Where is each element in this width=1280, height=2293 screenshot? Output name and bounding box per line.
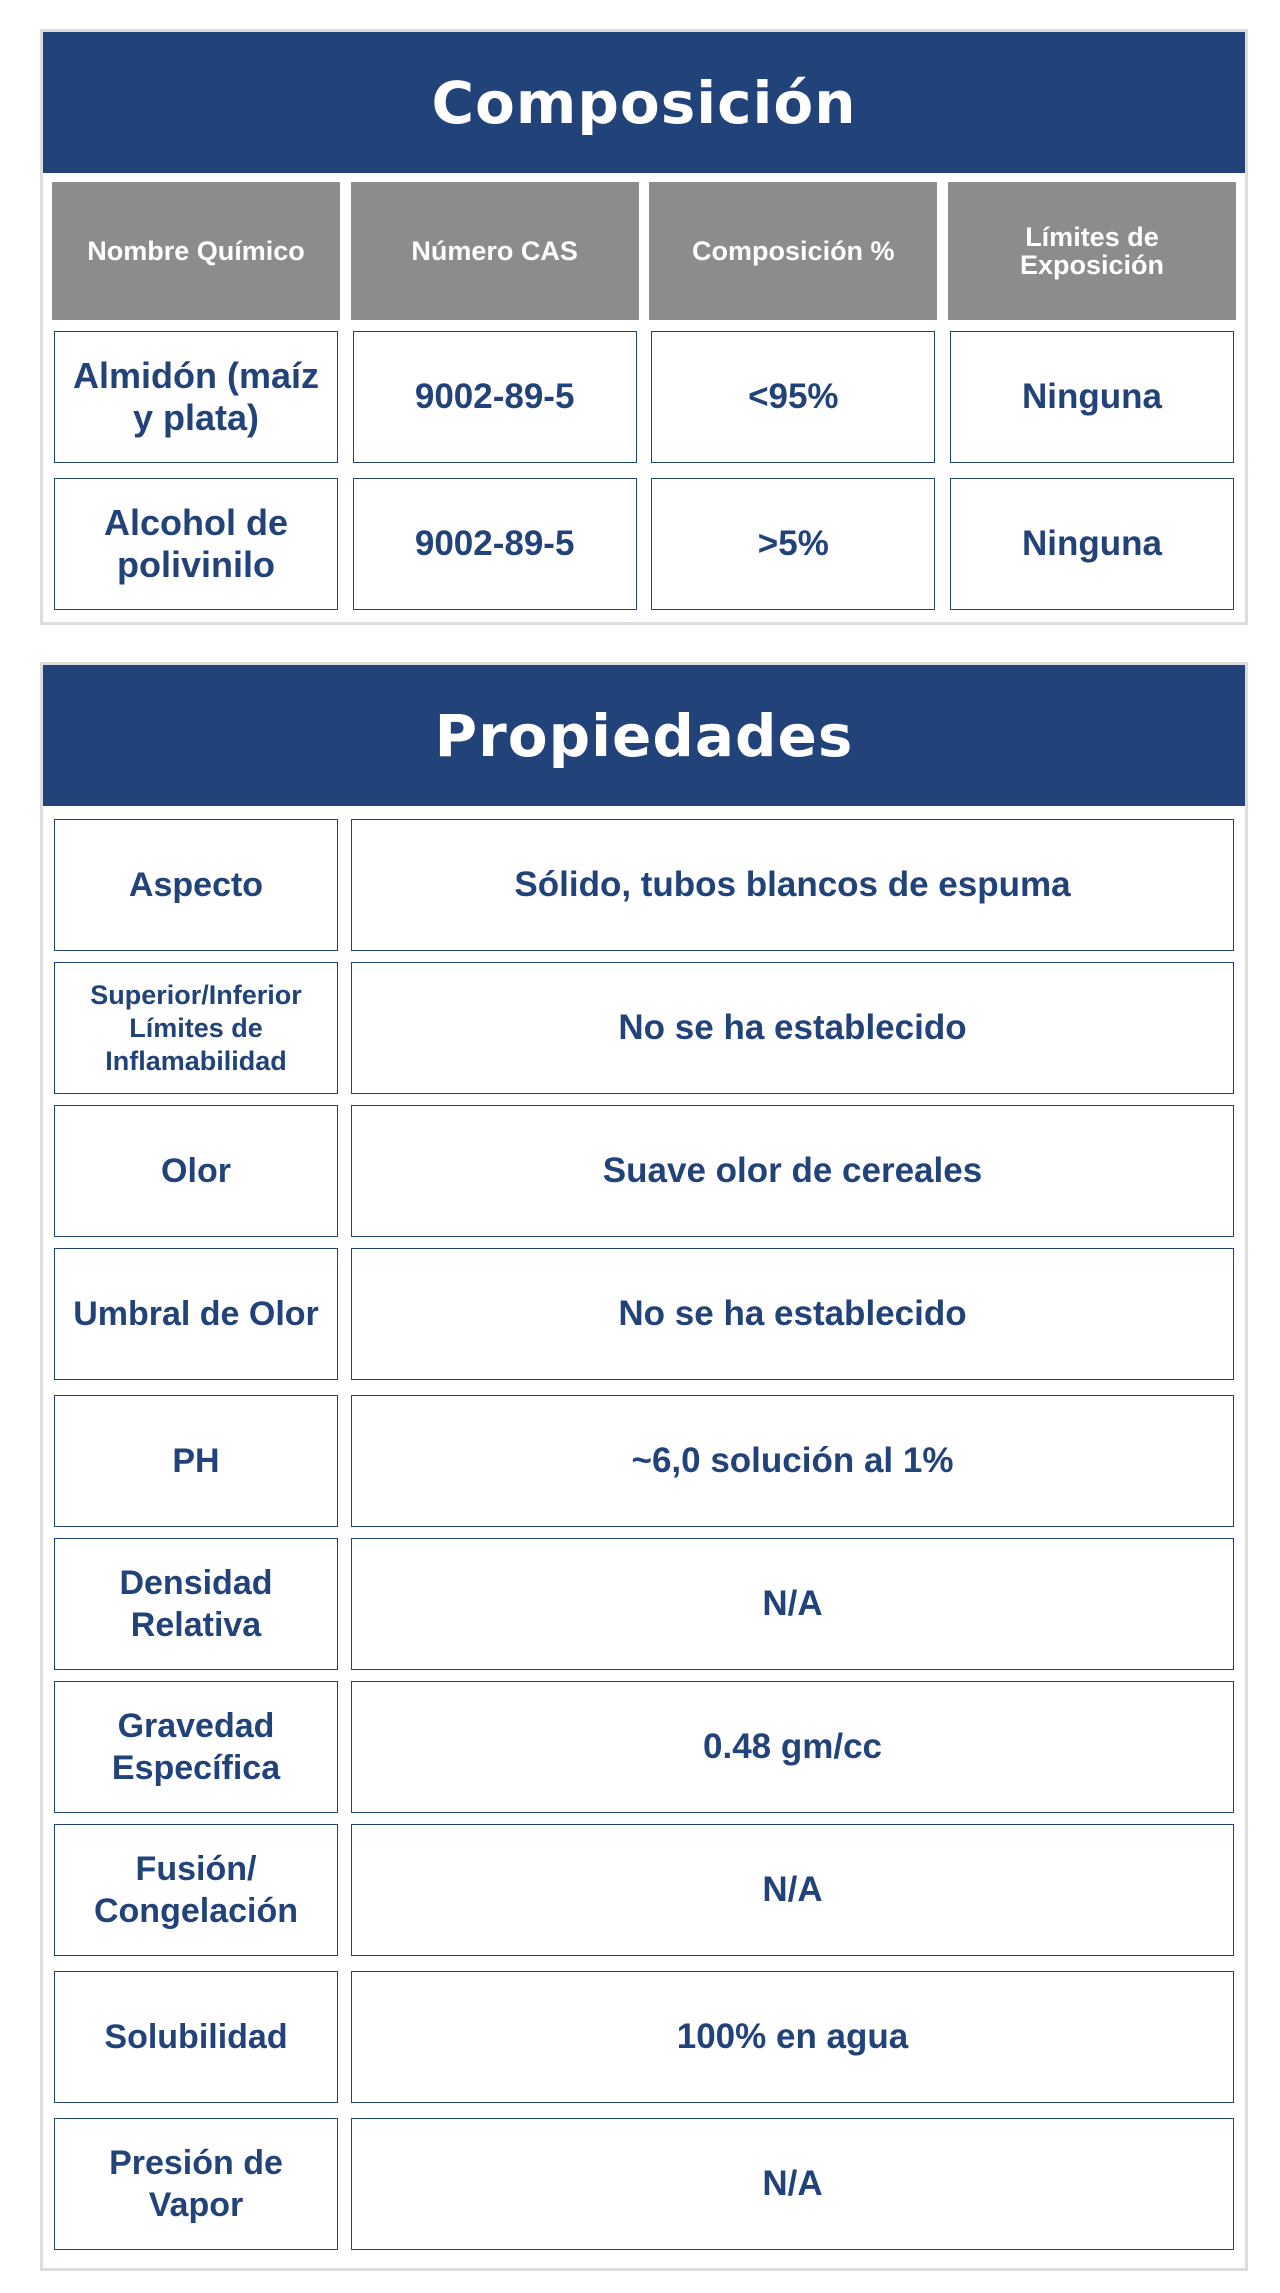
table-row <box>54 962 1234 1094</box>
property-label: Olor <box>54 1105 338 1237</box>
table-row <box>54 1248 1234 1380</box>
table-row <box>54 1681 1234 1813</box>
composition-header-row <box>52 182 1236 320</box>
property-label: Fusión/ Congelación <box>54 1824 338 1956</box>
exposure-limits-cell: Ninguna <box>950 478 1234 610</box>
property-label: Gravedad Específica <box>54 1681 338 1813</box>
properties-title: Propiedades <box>43 665 1245 806</box>
property-value: Sólido, tubos blancos de espuma <box>351 819 1234 951</box>
chemical-name-cell: Almidón (maíz y plata) <box>54 331 338 463</box>
table-row <box>54 2118 1234 2250</box>
header-limites-exposicion: Límites de Exposición <box>948 182 1236 320</box>
table-row <box>54 1395 1234 1527</box>
table-row <box>54 1824 1234 1956</box>
cas-number-cell: 9002-89-5 <box>353 478 637 610</box>
property-value: No se ha establecido <box>351 962 1234 1094</box>
property-value: N/A <box>351 2118 1234 2250</box>
composition-pct-cell: >5% <box>651 478 935 610</box>
composition-section <box>40 29 1248 625</box>
property-value: N/A <box>351 1824 1234 1956</box>
composition-rows <box>54 331 1234 625</box>
exposure-limits-cell: Ninguna <box>950 331 1234 463</box>
properties-section <box>40 662 1248 2271</box>
property-value: No se ha establecido <box>351 1248 1234 1380</box>
header-nombre-quimico: Nombre Químico <box>52 182 340 320</box>
property-label: Aspecto <box>54 819 338 951</box>
property-label: Umbral de Olor <box>54 1248 338 1380</box>
table-row <box>54 1538 1234 1670</box>
property-label: Densidad Relativa <box>54 1538 338 1670</box>
table-row <box>54 478 1234 610</box>
cas-number-cell: 9002-89-5 <box>353 331 637 463</box>
property-value: N/A <box>351 1538 1234 1670</box>
property-value: 100% en agua <box>351 1971 1234 2103</box>
header-numero-cas: Número CAS <box>351 182 639 320</box>
header-composicion-pct: Composición % <box>649 182 937 320</box>
table-row <box>54 1971 1234 2103</box>
property-label: Presión de Vapor <box>54 2118 338 2250</box>
property-value: Suave olor de cereales <box>351 1105 1234 1237</box>
composition-title: Composición <box>43 32 1245 173</box>
property-label: PH <box>54 1395 338 1527</box>
property-value: ~6,0 solución al 1% <box>351 1395 1234 1527</box>
table-row <box>54 819 1234 951</box>
chemical-name-cell: Alcohol de polivinilo <box>54 478 338 610</box>
composition-pct-cell: <95% <box>651 331 935 463</box>
property-label: Solubilidad <box>54 1971 338 2103</box>
property-label: Superior/Inferior Límites de Inflamabilidad <box>54 962 338 1094</box>
table-row <box>54 331 1234 463</box>
table-row <box>54 1105 1234 1237</box>
property-value: 0.48 gm/cc <box>351 1681 1234 1813</box>
